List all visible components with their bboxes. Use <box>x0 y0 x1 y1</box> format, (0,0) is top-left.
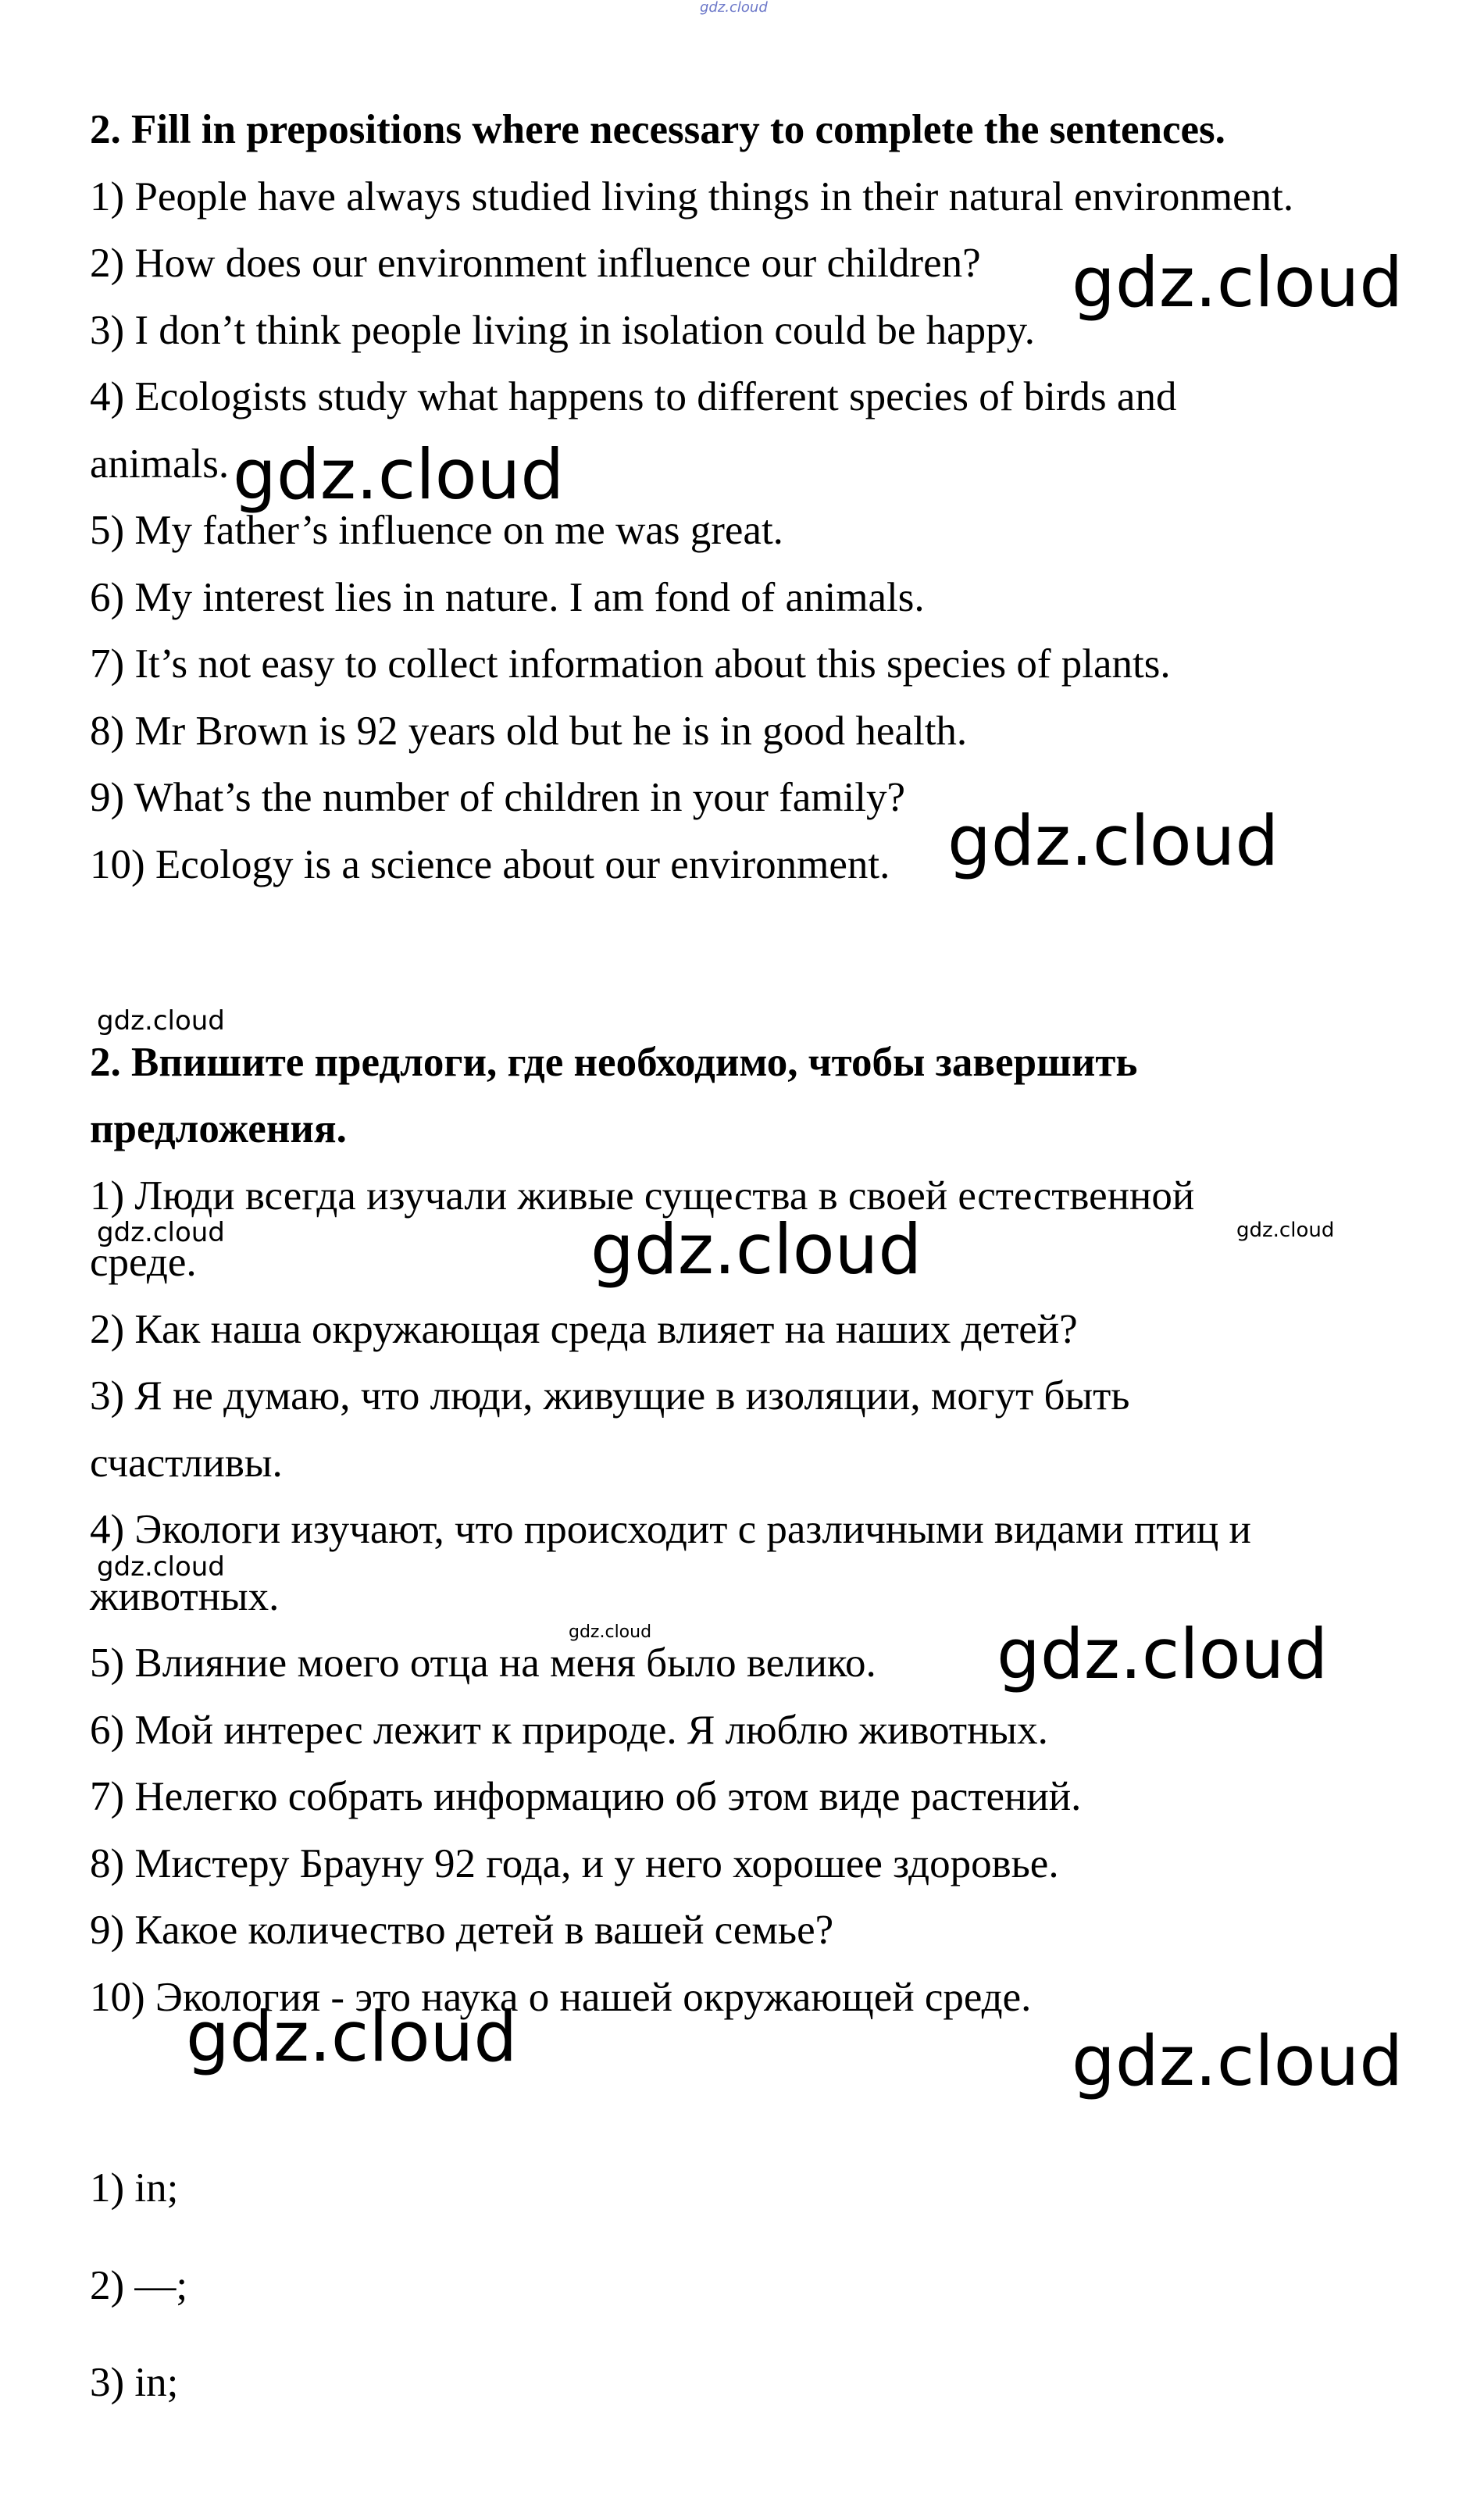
exercise-title-ru-2: предложения. <box>90 1106 347 1151</box>
sentence-en-8: 8) Mr Brown is 92 years old but he is in good health. <box>90 708 968 754</box>
sentence-ru-10: 10) Экология - это наука о нашей окружающей среде. <box>90 1975 1032 2020</box>
sentence-ru-1a: 1) Люди всегда изучали живые существа в своей естественной <box>90 1173 1195 1219</box>
sentence-ru-8: 8) Мистеру Брауну 92 года, и у него хорошее здоровье. <box>90 1841 1059 1886</box>
sentence-ru-6: 6) Мой интерес лежит к природе. Я люблю животных. <box>90 1708 1048 1753</box>
header-watermark: gdz.cloud <box>700 0 768 16</box>
watermark-large: gdz.cloud <box>590 1209 922 1290</box>
watermark-small: gdz.cloud <box>97 1217 225 1248</box>
sentence-ru-4a: 4) Экологи изучают, что происходит с различными видами птиц и <box>90 1507 1251 1552</box>
watermark-large: gdz.cloud <box>947 801 1279 881</box>
watermark-large: gdz.cloud <box>1072 242 1404 323</box>
sentence-en-7: 7) It’s not easy to collect information about this species of plants. <box>90 641 1171 687</box>
sentence-en-5: 5) My father’s influence on me was great. <box>90 508 783 553</box>
sentence-en-4a: 4) Ecologists study what happens to different species of birds and <box>90 374 1177 419</box>
sentence-en-10: 10) Ecology is a science about our environment. <box>90 842 890 887</box>
watermark-small: gdz.cloud <box>97 1005 225 1037</box>
watermark-large: gdz.cloud <box>233 434 565 515</box>
sentence-en-2: 2) How does our environment influence our children? <box>90 241 981 286</box>
answer-1: 1) in; <box>90 2165 179 2211</box>
sentence-en-4b: animals. <box>90 441 230 487</box>
sentence-ru-7: 7) Нелегко собрать информацию об этом виде растений. <box>90 1774 1082 1819</box>
watermark-large: gdz.cloud <box>186 1997 518 2077</box>
sentence-en-3: 3) I don’t think people living in isolation could be happy. <box>90 308 1035 353</box>
answer-3: 3) in; <box>90 2360 179 2405</box>
sentence-ru-3a: 3) Я не думаю, что люди, живущие в изоляции, могут быть <box>90 1373 1130 1419</box>
sentence-en-1: 1) People have always studied living things in their natural environment. <box>90 174 1294 220</box>
sentence-ru-4b: животных. <box>90 1574 280 1619</box>
watermark-tiny: gdz.cloud <box>569 1622 652 1642</box>
watermark-large: gdz.cloud <box>997 1614 1329 1694</box>
sentence-en-6: 6) My interest lies in nature. I am fond of animals. <box>90 575 925 620</box>
sentence-ru-3b: счастливы. <box>90 1440 283 1486</box>
answer-2: 2) —; <box>90 2263 188 2308</box>
sentence-ru-1b: среде. <box>90 1240 197 1285</box>
sentence-ru-5: 5) Влияние моего отца на меня было велико. <box>90 1640 876 1686</box>
sentence-ru-9: 9) Какое количество детей в вашей семье? <box>90 1908 834 1953</box>
sentence-ru-2: 2) Как наша окружающая среда влияет на наших детей? <box>90 1307 1078 1352</box>
watermark-small: gdz.cloud <box>97 1551 225 1583</box>
watermark-large: gdz.cloud <box>1072 2021 1404 2101</box>
watermark-small: gdz.cloud <box>1236 1219 1335 1242</box>
sentence-en-9: 9) What’s the number of children in your family? <box>90 775 906 820</box>
exercise-title-ru-1: 2. Впишите предлоги, где необходимо, чтобы завершить <box>90 1040 1138 1085</box>
exercise-title-en: 2. Fill in prepositions where necessary to complete the sentences. <box>90 107 1225 152</box>
